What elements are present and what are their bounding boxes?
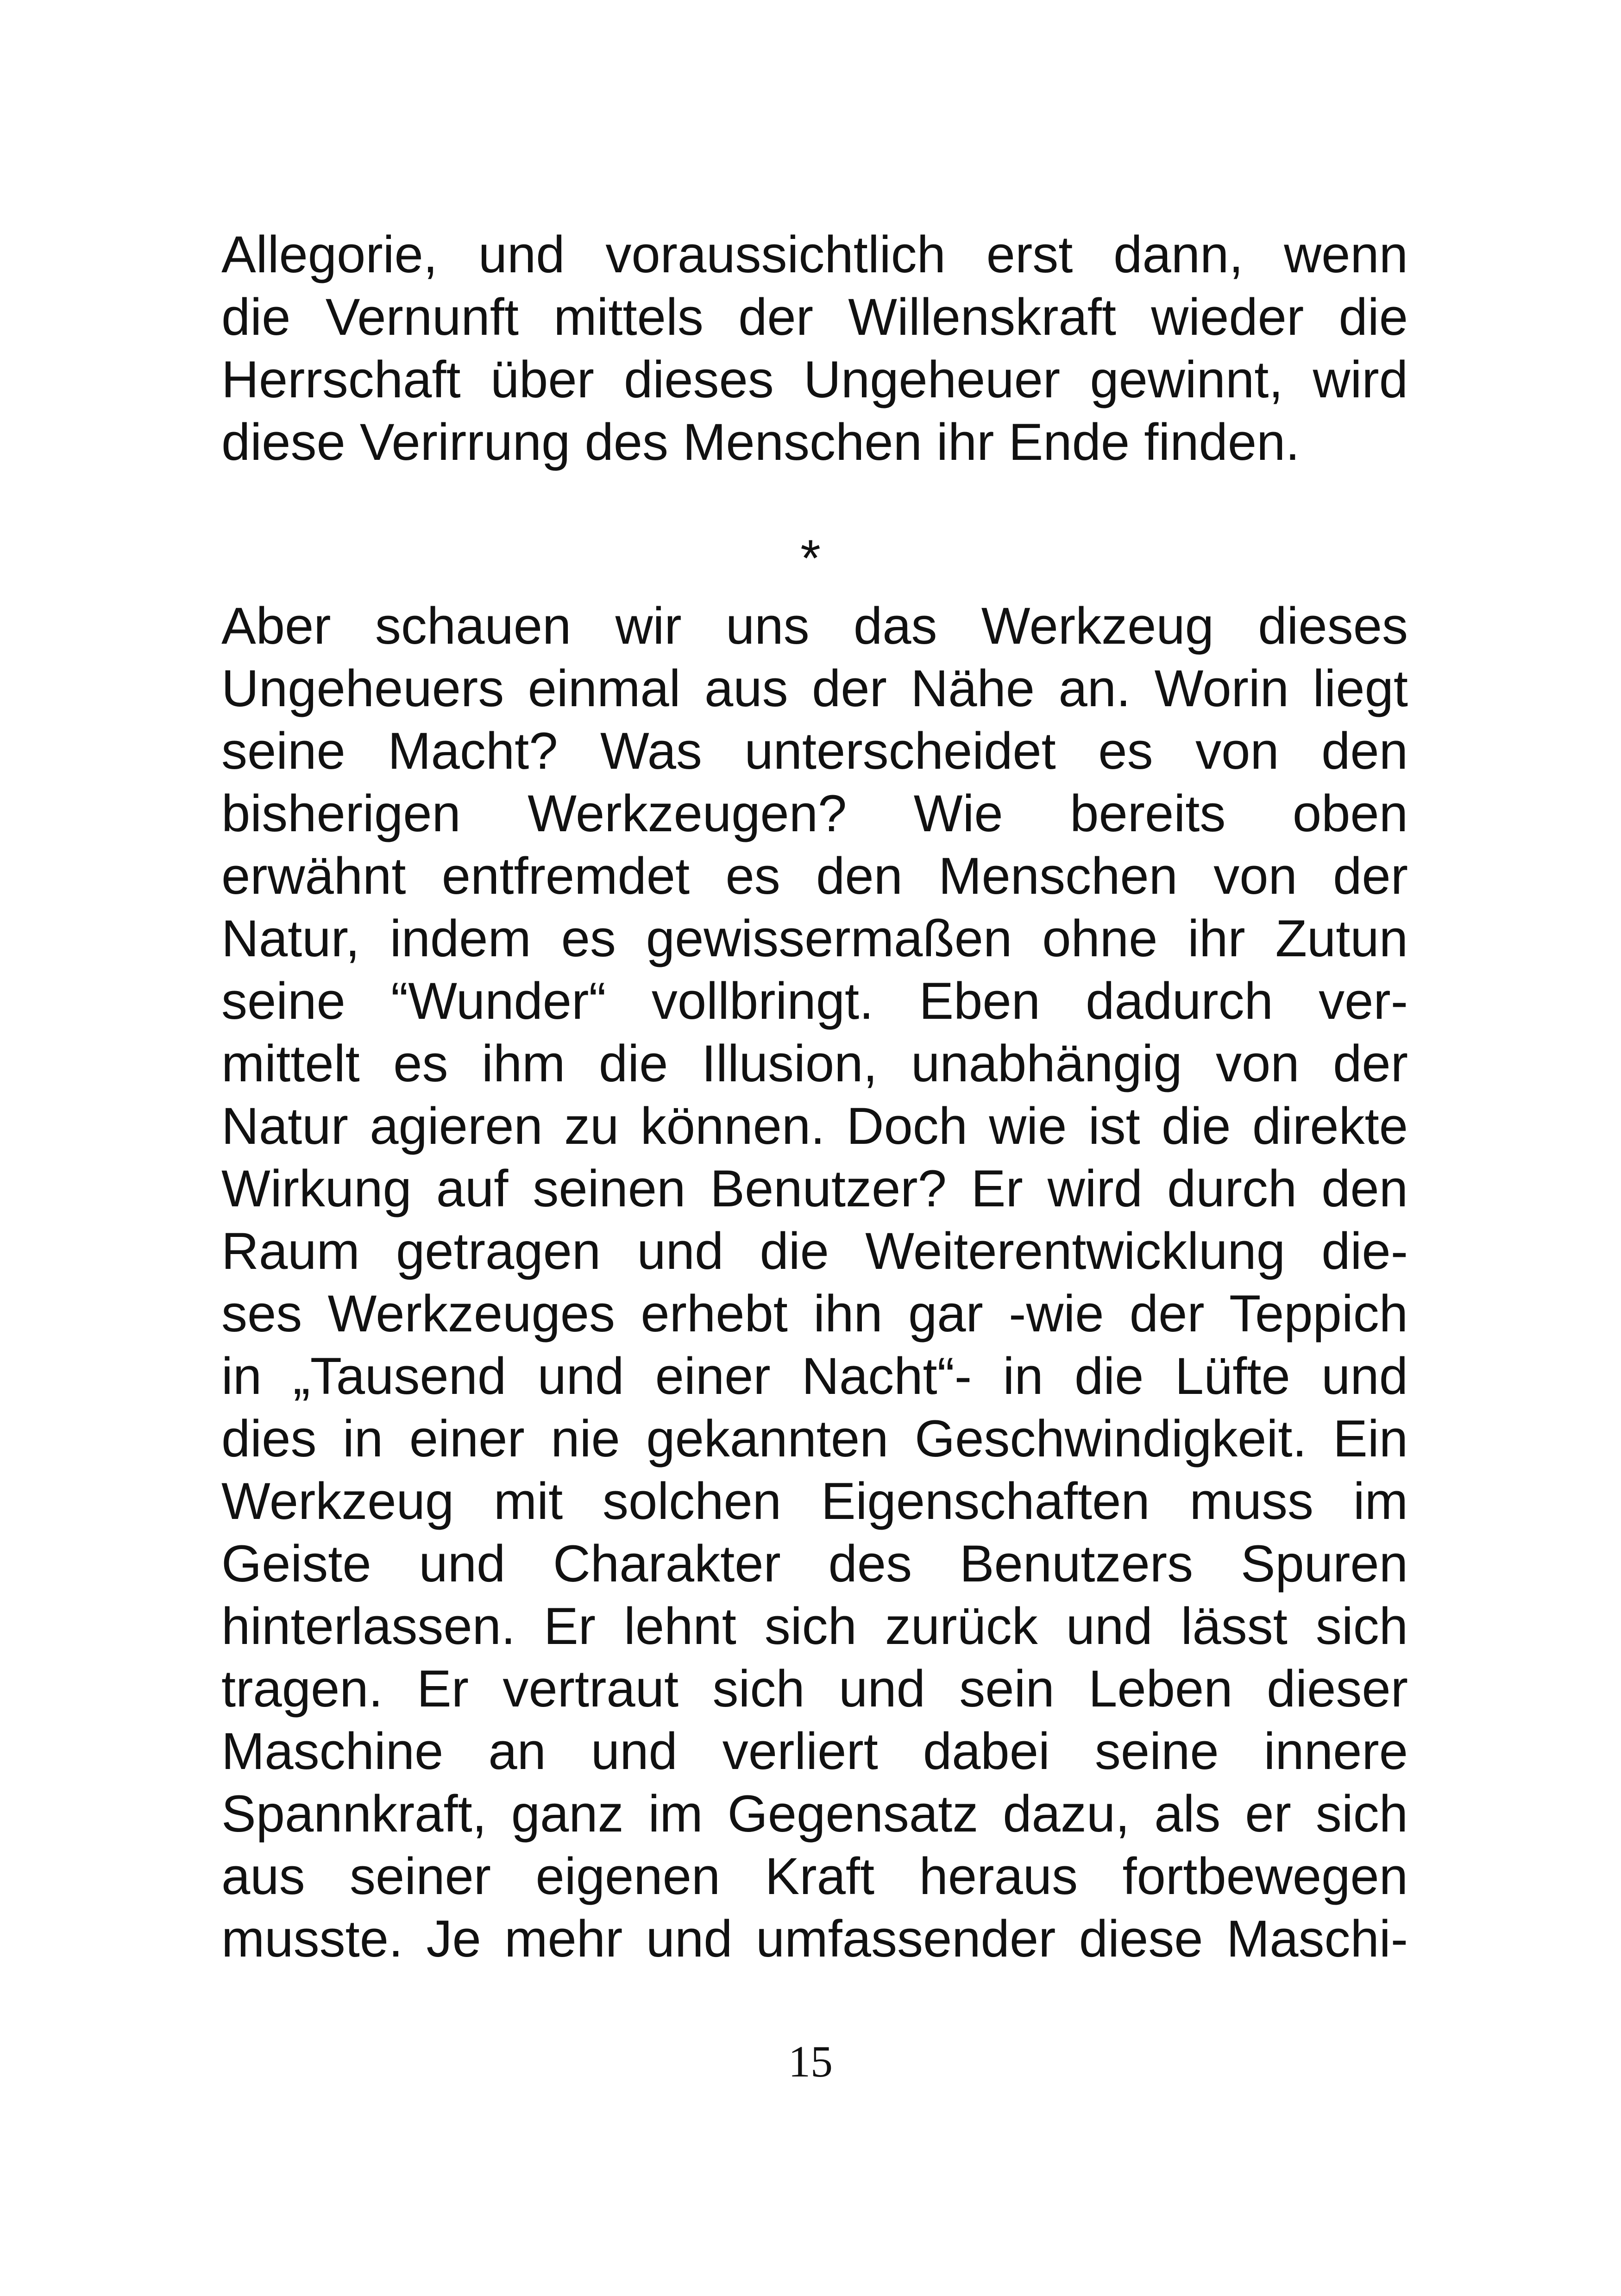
section-separator: * [800,529,821,587]
paragraph-1 [221,223,1408,473]
text-line: seine Macht? Was unterscheidet es von den [221,722,1408,780]
text-line: Maschine an und verliert dabei seine innere [221,1722,1408,1780]
text-line: Spannkraft, ganz im Gegensatz dazu, als er sich [221,1785,1408,1843]
text-line: Werkzeug mit solchen Eigenschaften muss im [221,1472,1408,1530]
text-line: die Vernunft mittels der Willenskraft wieder die [221,288,1408,346]
text-line: Aber schauen wir uns das Werkzeug dieses [221,597,1408,655]
text-line: in „Tausend und einer Nacht“- in die Lüfte und [221,1347,1408,1405]
text-line: Raum getragen und die Weiterentwicklung die- [221,1222,1408,1280]
text-line: erwähnt entfremdet es den Menschen von der [221,847,1408,905]
text-line: musste. Je mehr und umfassender diese Maschi- [221,1910,1408,1968]
text-line: seine “Wunder“ vollbringt. Eben dadurch ver- [221,972,1408,1030]
text-line: dies in einer nie gekannten Geschwindigkeit. Ein [221,1410,1408,1468]
text-line: Geiste und Charakter des Benutzers Spuren [221,1535,1408,1593]
text-line: ses Werkzeuges erhebt ihn gar -wie der Teppich [221,1285,1408,1342]
text-line: Allegorie, und voraussichtlich erst dann, wenn [221,226,1408,283]
text-line: hinterlassen. Er lehnt sich zurück und lässt sich [221,1597,1408,1655]
text-line: mittelt es ihm die Illusion, unabhängig von der [221,1035,1408,1092]
text-line: Ungeheuers einmal aus der Nähe an. Worin liegt [221,659,1408,717]
text-line: Natur, indem es gewissermaßen ohne ihr Zutun [221,910,1408,967]
text-line: Herrschaft über dieses Ungeheuer gewinnt, wird [221,351,1408,408]
text-line: bisherigen Werkzeugen? Wie bereits oben [221,784,1408,842]
text-line: Wirkung auf seinen Benutzer? Er wird durch den [221,1160,1408,1217]
text-line: aus seiner eigenen Kraft heraus fortbewegen [221,1847,1408,1905]
page-number: 15 [788,2037,833,2086]
text-line: tragen. Er vertraut sich und sein Leben dieser [221,1660,1408,1718]
paragraph-2 [221,595,1408,1970]
text-line: Natur agieren zu können. Doch wie ist die direkte [221,1097,1408,1155]
text-line: diese Verirrung des Menschen ihr Ende finden. [221,413,1300,471]
